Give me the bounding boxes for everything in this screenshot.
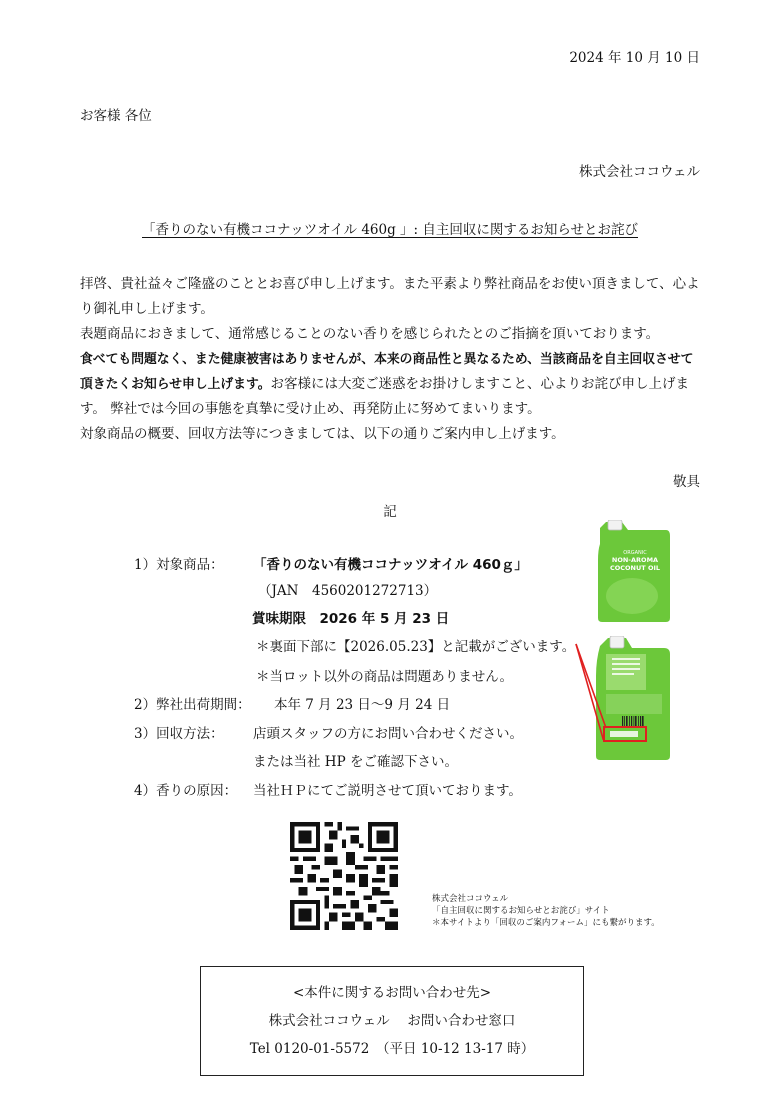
qr-caption-company: 株式会社ココウェル <box>432 894 509 904</box>
qr-caption <box>432 893 660 929</box>
product-name: 「香りのない有機ココナッツオイル 460ｇ」 <box>253 557 528 573</box>
apology-text: お客様には大変ご迷惑をお掛けしますこと、心よりお詫び申し上げます。 弊社では今回の事態を真摯に受け止め、再発防止に努めてまいります。 <box>80 376 690 417</box>
product-jan: （JAN 4560201272713） <box>258 583 438 599</box>
lot-note: ＊当ロット以外の商品は問題ありません。 <box>256 669 514 685</box>
contact-company: 株式会社ココウェル お問い合わせ窓口 <box>268 1013 516 1029</box>
sender-company: 株式会社ココウェル <box>579 164 700 180</box>
package-text-organic: ORGANIC <box>623 550 647 556</box>
product-label: 1）対象商品： <box>134 557 224 573</box>
package-front-image <box>592 520 672 624</box>
guidance-paragraph: 対象商品の概要、回収方法等につきましては、以下の通りご案内申し上げます。 <box>80 426 565 442</box>
qr-caption-note: ＊本サイトより「回収のご案内フォーム」にも繋がります。 <box>432 918 660 928</box>
cause-value: 当社ＨＰにてご説明させて頂いております。 <box>253 783 522 799</box>
package-text-nonaroma: NON-AROMA <box>611 556 659 564</box>
recall-method-1: 店頭スタッフの方にお問い合わせください。 <box>253 726 523 742</box>
recall-label: 3）回収方法： <box>134 726 224 742</box>
product-expiry: 賞味期限 2026 年 5 月 23 日 <box>252 611 450 627</box>
recall-paragraph <box>80 347 702 422</box>
item-cause <box>134 778 522 804</box>
qr-caption-site: 「自主回収に関するお知らせとお詫び」サイト <box>432 906 610 916</box>
notice-title: 「香りのない有機ココナッツオイル 460g 」: 自主回収に関するお知らせとお詫び <box>142 222 638 238</box>
expiry-note: ＊裏面下部に【2026.05.23】と記載がございます。 <box>256 639 576 655</box>
shipping-label: 2）弊社出荷期間： <box>134 697 251 713</box>
closing-word: 敬具 <box>673 474 700 490</box>
item-shipping <box>134 692 451 718</box>
greeting-paragraph: 拝啓、貴社益々ご隆盛のこととお喜び申し上げます。また平素より弊社商品をお使い頂きまして、心より御礼申し上げます。 <box>80 276 700 317</box>
contact-tel[interactable]: Tel 0120-01-5572 （平日 10-12 13-17 時） <box>249 1041 535 1057</box>
contact-heading: <本件に関するお問い合わせ先> <box>292 985 492 1001</box>
letter-date: 2024 年 10 月 10 日 <box>569 50 700 66</box>
qr-code[interactable] <box>290 822 398 930</box>
cause-label: 4）香りの原因： <box>134 783 238 799</box>
contact-box <box>200 966 584 1076</box>
shipping-period: 本年 7 月 23 日～9 月 24 日 <box>274 697 451 713</box>
notice-body <box>80 272 702 447</box>
recall-statement-bold: 食べても問題なく、また健康被害はありませんが、本来の商品性と異なるため、当該商品を自主回収させて頂きたくお知らせ申し上げます。 <box>80 352 694 392</box>
recall-method-2: または当社 HP をご確認下さい。 <box>253 754 458 770</box>
issue-paragraph: 表題商品におきまして、通常感じることのない香りを感じられたとのご指摘を頂いております。 <box>80 326 660 342</box>
item-recall-method <box>134 721 523 747</box>
item-product <box>134 552 528 578</box>
addressee: お客様 各位 <box>80 108 152 124</box>
ki-heading: 記 <box>383 504 397 520</box>
highlight-pointer <box>570 640 610 740</box>
package-text-coconut: COCONUT OIL <box>609 564 661 572</box>
